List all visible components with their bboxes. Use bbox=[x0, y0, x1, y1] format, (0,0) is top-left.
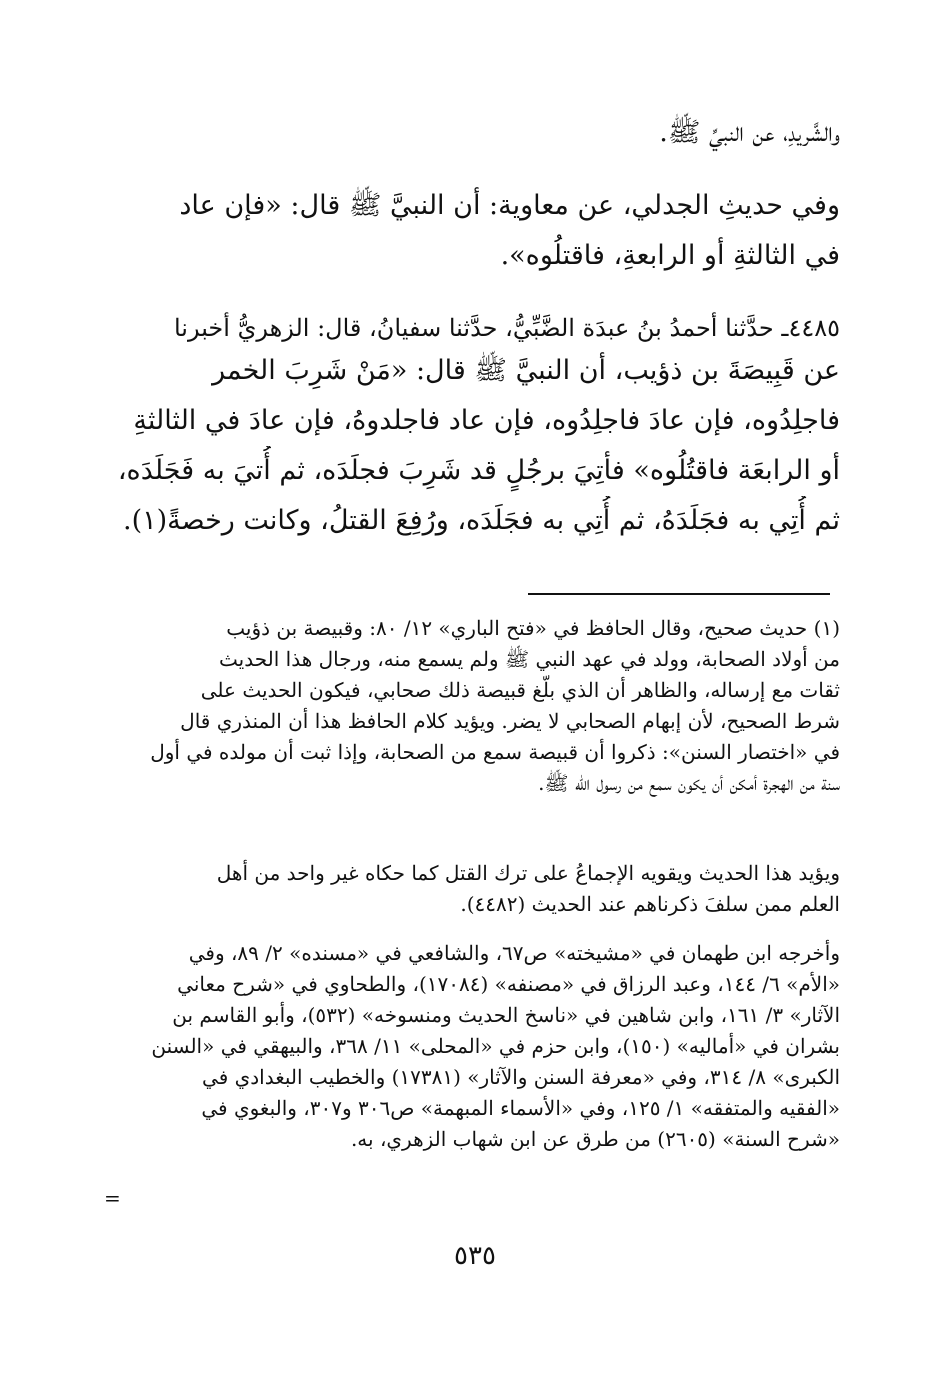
text-line: والشَّريدِ، عن النبيِّ ﷺ. bbox=[659, 117, 840, 148]
text-line: فاجلِدُوه، فإن عادَ فاجلِدُوه، فإن عاد فاجلدوهُ، فإن عادَ في الثالثةِ bbox=[133, 405, 840, 436]
footnote-line: من أولاد الصحابة، وولد في عهد النبي ﷺ ولم يسمع منه، ورجال هذا الحديث bbox=[219, 647, 840, 671]
text-line: عن قَبِيصَةَ بن ذؤيب، أن النبيَّ ﷺ قال: «مَنْ شَرِبَ الخمر bbox=[212, 355, 840, 386]
footnote-line: في «اختصار السنن»: ذكروا أن قبيصة سمع من الصحابة، وإذا ثبت أن مولده في أول bbox=[150, 740, 840, 764]
footnote-line: وأخرجه ابن طهمان في «مشيخته» ص٦٧، والشافعي في «مسنده» ٢/ ٨٩، وفي bbox=[188, 941, 840, 965]
footnote-line: شرط الصحيح، لأن إبهام الصحابي لا يضر. ويؤيد كلام الحافظ هذا أن المنذري قال bbox=[180, 709, 840, 733]
footnote-2 bbox=[110, 858, 840, 920]
footnote-line: بشران في «أماليه» (١٥٠)، وابن حزم في «المحلى» ١١/ ٣٦٨، والبيهقي في «السنن bbox=[151, 1034, 840, 1058]
footnote-line: ثقات مع إرساله، والظاهر أن الذي بلَّغ قبيصة ذلك صحابي، فيكون الحديث على bbox=[200, 678, 840, 702]
paragraph-2 bbox=[110, 181, 840, 281]
footnote-line: سنة من الهجرة أمكن أن يكون سمع من رسول الله ﷺ. bbox=[538, 771, 840, 795]
footnote-line: ويؤيد هذا الحديث ويقويه الإجماعُ على ترك القتل كما حكاه غير واحد من أهل bbox=[216, 861, 840, 885]
footnote-line: الآثار» ٣/ ١٦١، وابن شاهين في «ناسخ الحديث ومنسوخه» (٥٣٢)، وأبو القاسم بن bbox=[172, 1003, 840, 1027]
footnote-line: العلم ممن سلفَ ذكرناهم عند الحديث (٤٤٨٢). bbox=[460, 892, 840, 916]
footnote-3 bbox=[110, 938, 840, 1155]
footnote-line: «شرح السنة» (٢٦٠٥) من طرق عن ابن شهاب الزهري، به. bbox=[350, 1127, 840, 1151]
paragraph-1 bbox=[110, 108, 840, 158]
text-line: أو الرابعَة فاقتُلُوه» فأتِيَ برجُلٍ قد شَرِبَ فجلَدَه، ثم أُتيَ به فَجَلَدَه، bbox=[117, 455, 840, 486]
text-line: وفي حديثِ الجدلي، عن معاوية: أن النبيَّ ﷺ قال: «فإن عاد bbox=[179, 190, 840, 221]
hadith-header: ٤٤٨٥ـ حدَّثنا أحمدُ بنُ عبدَة الضَّبِّيُّ، حدَّثنا سفيانُ، قال: الزهريُّ أخبرنا bbox=[173, 314, 840, 342]
footnote-1 bbox=[110, 613, 840, 799]
footnote-line: (١) حديث صحيح، وقال الحافظ في «فتح الباري» ١٢/ ٨٠: وقبيصة بن ذؤيب bbox=[226, 616, 840, 640]
text-line: في الثالثةِ أو الرابعةِ، فاقتلُوه». bbox=[500, 240, 840, 271]
footnote-separator bbox=[528, 593, 830, 595]
text-line: ثم أُتِي به فجَلَدَهُ، ثم أُتِي به فجَلَدَه، ورُفِعَ القتلُ، وكانت رخصةً(١). bbox=[123, 505, 840, 536]
footnote-line: الكبرى» ٨/ ٣١٤، وفي «معرفة السنن والآثار» (١٧٣٨١) والخطيب البغدادي في bbox=[202, 1065, 840, 1089]
page-number: ٥٣٥ bbox=[454, 1241, 496, 1271]
footnote-line: «الفقيه والمتفقه» ١/ ١٢٥، وفي «الأسماء المبهمة» ص٣٠٦ و٣٠٧، والبغوي في bbox=[201, 1096, 840, 1120]
continuation-mark: = bbox=[104, 1186, 121, 1210]
footnote-line: «الأم» ٦/ ١٤٤، وعبد الرزاق في «مصنفه» (١٧٠٨٤)، والطحاوي في «شرح معاني bbox=[177, 972, 840, 996]
paragraph-3 bbox=[110, 346, 840, 546]
